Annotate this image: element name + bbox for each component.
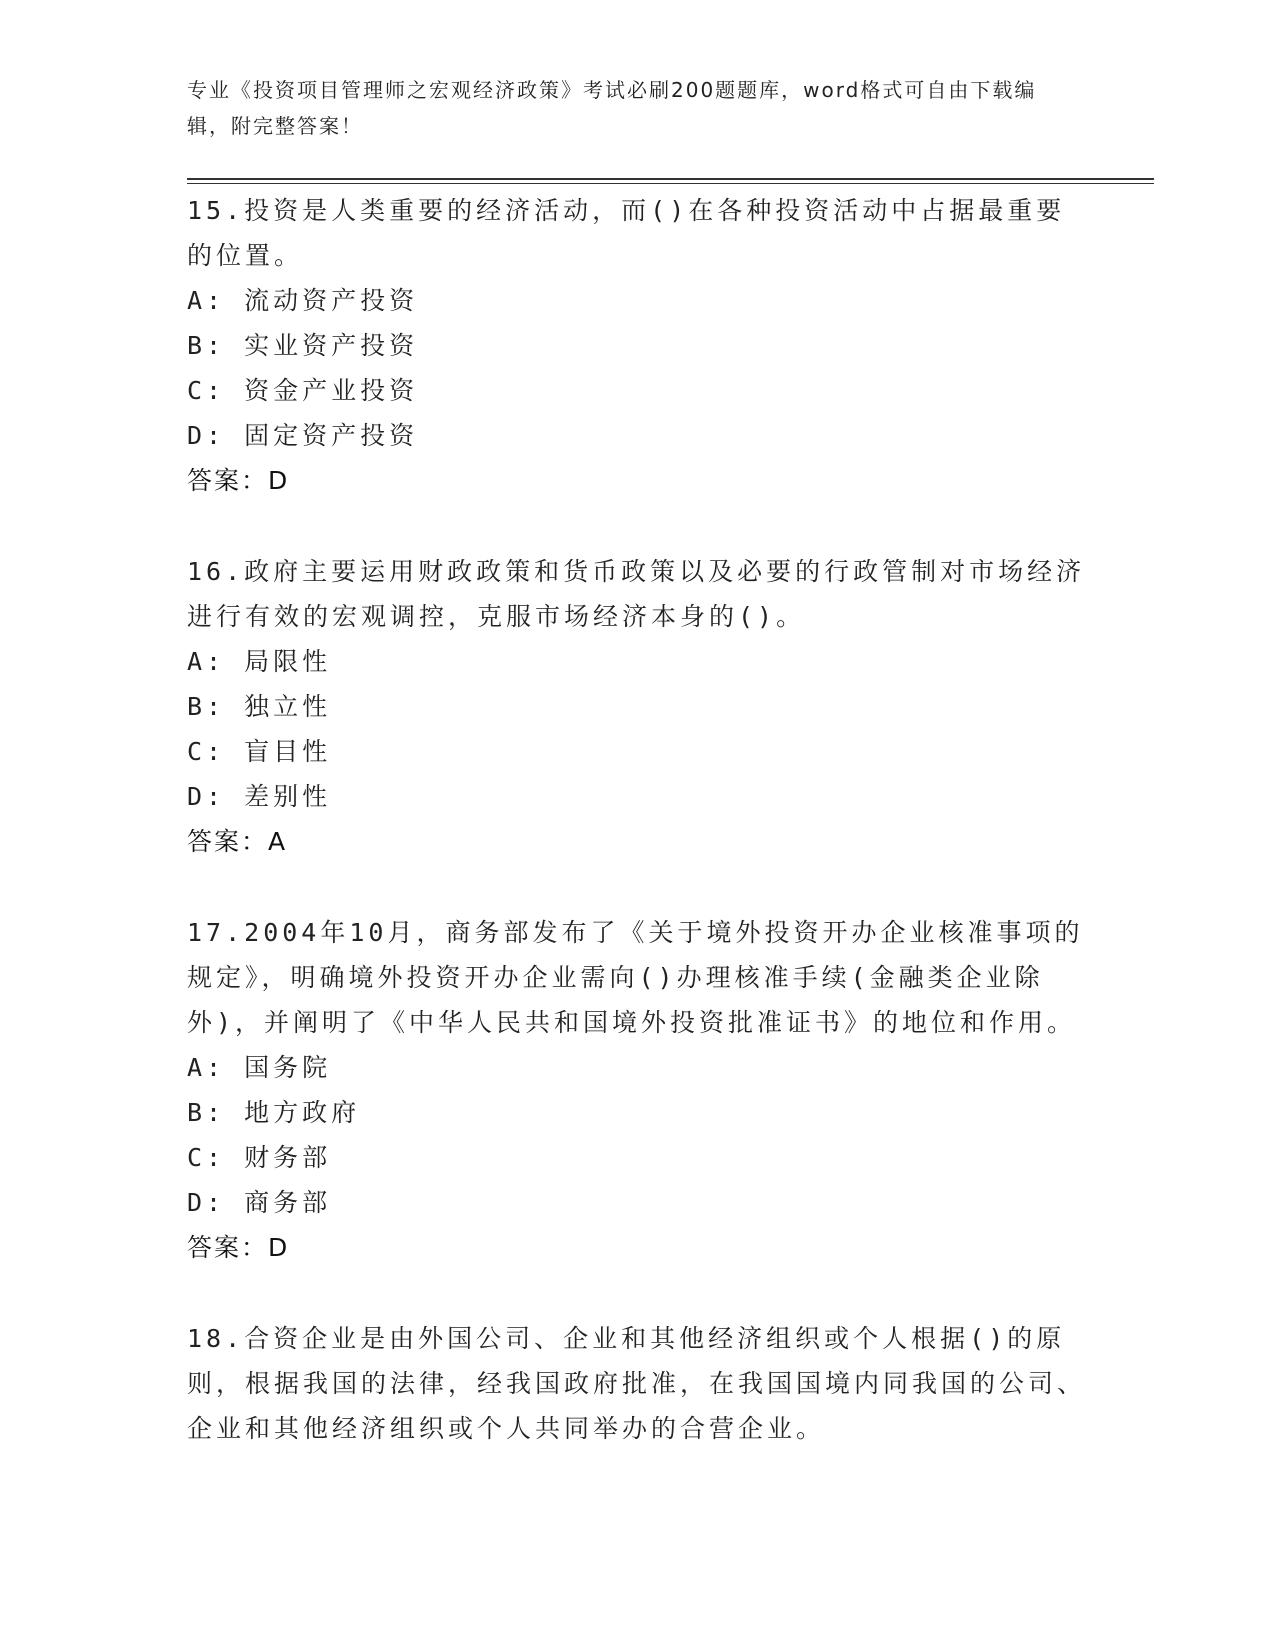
question-17 bbox=[187, 910, 1087, 1271]
question-text: 18.合资企业是由外国公司、企业和其他经济组织或个人根据()的原则，根据我国的法律，经我国政府批准，在我国国境内同我国的公司、企业和其他经济组织或个人共同举办的合营企业。 bbox=[187, 1324, 1087, 1443]
option-c: C: 财务部 bbox=[187, 1143, 332, 1172]
question-16 bbox=[187, 549, 1087, 865]
question-15 bbox=[187, 188, 1087, 504]
answer: 答案：A bbox=[187, 827, 288, 856]
question-text: 16.政府主要运用财政政策和货币政策以及必要的行政管制对市场经济进行有效的宏观调控，克服市场经济本身的()。 bbox=[187, 557, 1086, 631]
question-list bbox=[187, 188, 1087, 1451]
option-b: B: 独立性 bbox=[187, 692, 332, 721]
option-d: D: 商务部 bbox=[187, 1188, 332, 1217]
answer: 答案：D bbox=[187, 1233, 290, 1262]
option-d: D: 差别性 bbox=[187, 782, 332, 811]
option-b: B: 地方政府 bbox=[187, 1098, 361, 1127]
answer: 答案：D bbox=[187, 466, 290, 495]
option-d: D: 固定资产投资 bbox=[187, 421, 419, 450]
header-divider bbox=[187, 178, 1154, 184]
option-a: A: 流动资产投资 bbox=[187, 286, 419, 315]
option-c: C: 盲目性 bbox=[187, 737, 332, 766]
question-18 bbox=[187, 1316, 1087, 1451]
question-text: 17.2004年10月，商务部发布了《关于境外投资开办企业核准事项的规定》，明确境外投资开办企业需向()办理核准手续(金融类企业除外)，并阐明了《中华人民共和国境外投资批准证书》的地位和作用。 bbox=[187, 918, 1084, 1037]
option-a: A: 局限性 bbox=[187, 647, 332, 676]
option-c: C: 资金产业投资 bbox=[187, 376, 419, 405]
option-b: B: 实业资产投资 bbox=[187, 331, 419, 360]
question-text: 15.投资是人类重要的经济活动，而()在各种投资活动中占据最重要的位置。 bbox=[187, 196, 1066, 270]
document-header: 专业《投资项目管理师之宏观经济政策》考试必刷200题题库，word格式可自由下载编辑，附完整答案！ bbox=[187, 78, 1037, 138]
option-a: A: 国务院 bbox=[187, 1053, 332, 1082]
